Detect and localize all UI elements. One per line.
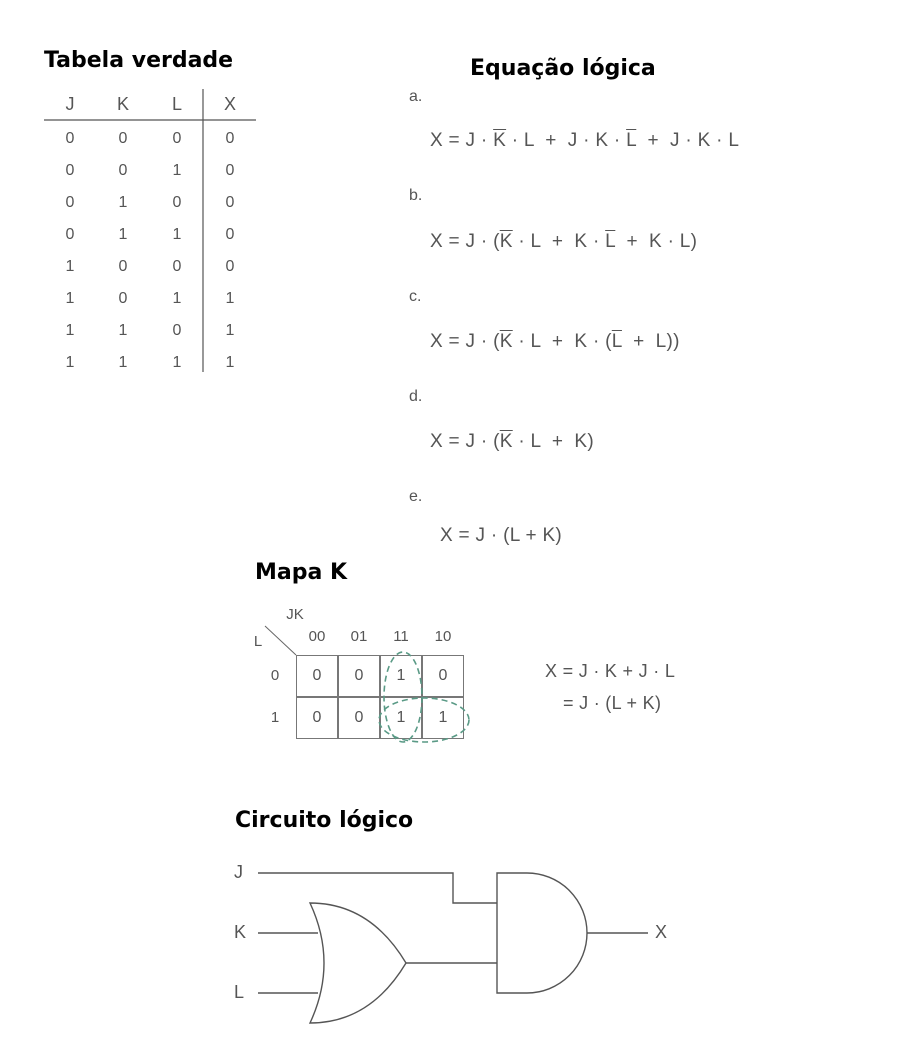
truth-table-cell: 0: [118, 130, 128, 147]
truth-table-cell: 0: [225, 194, 235, 211]
truth-table-cell: 0: [65, 162, 75, 179]
truth-table-cell: 0: [118, 258, 128, 275]
equation-term: + K · L): [615, 231, 698, 252]
truth-table-title: Tabela verdade: [44, 48, 234, 73]
kmap-cell: 0: [338, 655, 380, 697]
truth-table-cell: 0: [118, 162, 128, 179]
equation-step-label: d.: [409, 388, 423, 405]
input-label-k: K: [234, 922, 247, 942]
truth-table-cell: 0: [225, 162, 235, 179]
negated-term: $\overline{L}$: [626, 130, 637, 151]
and-gate: [497, 873, 587, 993]
equation-term: · L + K · (: [512, 331, 612, 352]
output-label-x: X: [655, 922, 668, 942]
truth-table-cell: 0: [225, 130, 235, 147]
truth-table-cell: 0: [172, 130, 182, 147]
truth-table-cell: 1: [172, 290, 182, 307]
kmap-cell: 1: [380, 697, 422, 739]
truth-table-cell: 0: [225, 226, 235, 243]
truth-table-cell: 0: [65, 194, 75, 211]
truth-table-cell: 1: [65, 290, 75, 307]
kmap-cell: 0: [338, 697, 380, 739]
kmap-row-variable: L: [253, 633, 263, 650]
truth-table-cell: 1: [65, 354, 75, 371]
negated-term: $\overline{K}$: [493, 130, 507, 151]
kmap-col-label: 11: [393, 628, 409, 645]
truth-table-cell: 1: [118, 194, 128, 211]
truth-table-cell: 0: [172, 194, 182, 211]
kmap-result-line1: X = J · K + J · L: [545, 661, 676, 681]
equation-term: · L + J · K ·: [506, 130, 627, 151]
kmap-row-label: 1: [270, 709, 280, 726]
equations-title: Equação lógica: [470, 56, 656, 81]
truth-table-header-l: L: [171, 94, 182, 114]
equation-term: X = J ·: [430, 130, 494, 151]
equation-step-label: e.: [409, 488, 423, 505]
circuit-title: Circuito lógico: [235, 808, 414, 833]
truth-table-cell: 1: [172, 354, 182, 371]
truth-table-cell: 1: [118, 354, 128, 371]
negated-term: $\overline{L}$: [605, 231, 616, 252]
truth-table-header-x: X: [223, 94, 236, 114]
equation-term: + J · K · L: [636, 130, 740, 151]
wire-j: [258, 873, 497, 903]
truth-table-cell: 1: [118, 322, 128, 339]
kmap-col-label: 00: [308, 628, 326, 645]
kmap-col-label: 10: [434, 628, 452, 645]
truth-table-cell: 0: [172, 322, 182, 339]
or-gate: [310, 903, 406, 1023]
kmap-cell: 1: [380, 655, 422, 697]
truth-table-header-k: K: [116, 94, 129, 114]
truth-table-cell: 1: [172, 226, 182, 243]
equation-term: · L + K): [512, 431, 594, 452]
negated-term: $\overline{L}$: [611, 331, 622, 352]
truth-table-cell: 1: [225, 322, 235, 339]
equation-step-label: b.: [409, 187, 423, 204]
equation-step-label: a.: [409, 88, 423, 105]
kmap-col-label: 01: [350, 628, 368, 645]
kmap-cell: 0: [296, 697, 338, 739]
kmap-result-line2: = J · (L + K): [563, 693, 662, 713]
truth-table-cell: 0: [225, 258, 235, 275]
equation-step-label: c.: [409, 288, 422, 305]
truth-table-cell: 0: [172, 258, 182, 275]
kmap-diagonal: [265, 626, 296, 655]
truth-table-cell: 1: [172, 162, 182, 179]
truth-table-header-j: J: [65, 94, 75, 114]
truth-table-cell: 0: [65, 226, 75, 243]
kmap-row-label: 0: [270, 667, 280, 684]
equation-term: X = J · (: [430, 331, 500, 352]
input-label-j: J: [234, 862, 243, 882]
truth-table-cell: 1: [225, 354, 235, 371]
equation-term: + L)): [621, 331, 680, 352]
negated-term: $\overline{K}$: [499, 331, 513, 352]
equation-term: · L + K ·: [512, 231, 606, 252]
kmap-cell: 1: [422, 697, 464, 739]
equation-term: X = J · (: [430, 431, 500, 452]
equation-term: X = J · (: [430, 231, 500, 252]
truth-table-cell: 0: [65, 130, 75, 147]
kmap-group-vertical: [384, 652, 422, 742]
kmap-title: Mapa K: [255, 560, 348, 585]
truth-table-cell: 1: [118, 226, 128, 243]
truth-table-cell: 1: [65, 322, 75, 339]
negated-term: $\overline{K}$: [499, 231, 513, 252]
truth-table-cell: 0: [118, 290, 128, 307]
truth-table-cell: 1: [225, 290, 235, 307]
negated-term: $\overline{K}$: [499, 431, 513, 452]
equation-term: X = J · (L + K): [440, 525, 563, 546]
kmap-cell: 0: [422, 655, 464, 697]
truth-table-cell: 1: [65, 258, 75, 275]
input-label-l: L: [234, 982, 245, 1002]
kmap-cell: 0: [296, 655, 338, 697]
kmap-col-variable: JK: [286, 606, 304, 623]
